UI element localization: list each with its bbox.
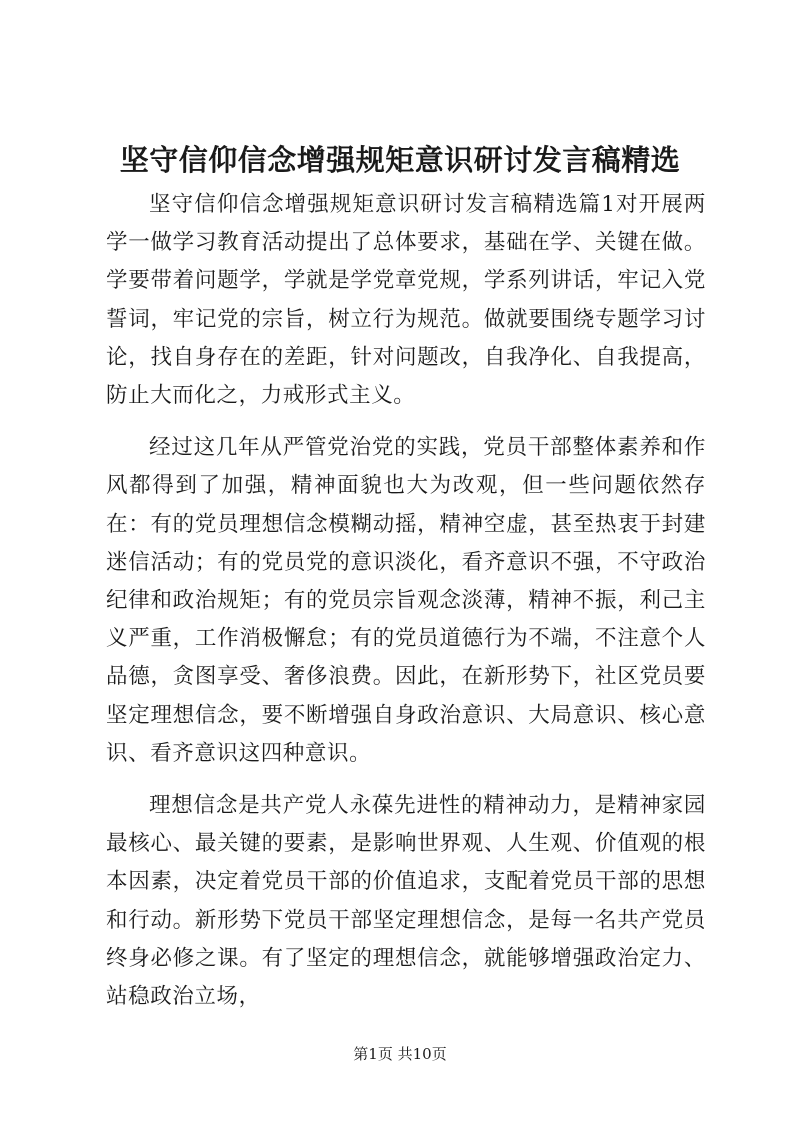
paragraph-2: 经过这几年从严管党治党的实践，党员干部整体素养和作风都得到了加强，精神面貌也大为改观，但一些问题依然存在：有的党员理想信念模糊动摇，精神空虚，甚至热衷于封建迷信活动；有的党员党的意识淡化，看齐意识不强，不守政治纪律和政治规矩；有的党员宗旨观念淡薄，精神不振，利己主义严重，工作消极懈怠；有的党员道德行为不端，不注意个人品德，贪图享受、奢侈浪费。因此，在新形势下，社区党员要坚定理想信念，要不断增强自身政治意识、大局意识、核心意识、看齐意识这四种意识。: [106, 435, 706, 766]
paragraph-1: 坚守信仰信念增强规矩意识研讨发言稿精选篇1对开展两学一做学习教育活动提出了总体要求，基础在学、关键在做。学要带着问题学，学就是学党章党规，学系列讲话，牢记入党誓词，牢记党的宗旨，树立行为规范。做就要围绕专题学习讨论，找自身存在的差距，针对问题改，自我净化、自我提高，防止大而化之，力戒形式主义。: [106, 192, 706, 409]
document-body: [106, 186, 706, 1030]
document-title: 坚守信仰信念增强规矩意识研讨发言稿精选: [119, 143, 681, 177]
page-number-footer: 第1页 共10页: [353, 1045, 447, 1063]
paragraph-3: 理想信念是共产党人永葆先进性的精神动力，是精神家园最核心、最关键的要素，是影响世界观、人生观、价值观的根本因素，决定着党员干部的价值追求，支配着党员干部的思想和行动。新形势下党员干部坚定理想信念，是每一名共产党员终身必修之课。有了坚定的理想信念，就能够增强政治定力、站稳政治立场，: [106, 793, 706, 1010]
